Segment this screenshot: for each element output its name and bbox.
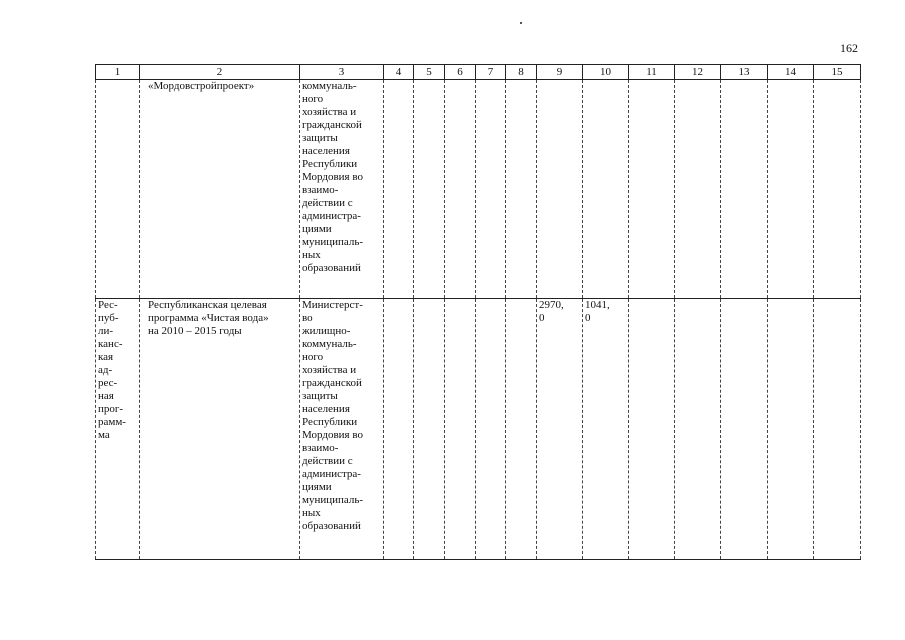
cell-col5 <box>414 80 445 299</box>
cell-col9 <box>537 80 583 299</box>
cell-col8 <box>506 299 537 560</box>
col-header-4: 4 <box>384 65 414 80</box>
cell-col14 <box>768 299 814 560</box>
col-header-6: 6 <box>445 65 476 80</box>
col-header-3: 3 <box>300 65 384 80</box>
cell-section: Рес- пуб- ли- канс- кая ад- рес- ная прог- рамм- ма <box>96 299 140 560</box>
cell-name: Республиканская целевая программа «Чистая вода» на 2010 – 2015 годы <box>140 299 300 560</box>
col-header-5: 5 <box>414 65 445 80</box>
col-header-14: 14 <box>768 65 814 80</box>
cell-col4 <box>384 80 414 299</box>
cell-col13 <box>721 299 768 560</box>
cell-section <box>96 80 140 299</box>
cell-col8 <box>506 80 537 299</box>
col-header-11: 11 <box>629 65 675 80</box>
header-row <box>96 65 861 80</box>
cell-col9: 2970, 0 <box>537 299 583 560</box>
cell-col11 <box>629 80 675 299</box>
col-header-2: 2 <box>140 65 300 80</box>
col-header-9: 9 <box>537 65 583 80</box>
scan-dot <box>520 22 522 24</box>
col-header-7: 7 <box>476 65 506 80</box>
col-header-13: 13 <box>721 65 768 80</box>
cell-col5 <box>414 299 445 560</box>
cell-col10: 1041, 0 <box>583 299 629 560</box>
cell-col12 <box>675 299 721 560</box>
table-row <box>96 80 861 299</box>
table-row <box>96 299 861 560</box>
cell-col7 <box>476 299 506 560</box>
col-header-15: 15 <box>814 65 861 80</box>
cell-col7 <box>476 80 506 299</box>
cell-col12 <box>675 80 721 299</box>
page-number: 162 <box>840 41 858 55</box>
cell-col4 <box>384 299 414 560</box>
col-header-1: 1 <box>96 65 140 80</box>
cell-col6 <box>445 299 476 560</box>
cell-col15 <box>814 299 861 560</box>
col-header-8: 8 <box>506 65 537 80</box>
col-header-12: 12 <box>675 65 721 80</box>
cell-name: «Мордовстройпроект» <box>140 80 300 299</box>
col-header-10: 10 <box>583 65 629 80</box>
cell-col15 <box>814 80 861 299</box>
cell-executor: Министерст- во жилищно- коммуналь- ного хозяйства и гражданской защиты населения Республики Мордовия во взаимо- действии с администра- циями муниципаль- ных образований <box>300 299 384 560</box>
cell-col11 <box>629 299 675 560</box>
data-table <box>95 64 861 560</box>
cell-col6 <box>445 80 476 299</box>
cell-col14 <box>768 80 814 299</box>
cell-col10 <box>583 80 629 299</box>
cell-executor: коммуналь- ного хозяйства и гражданской защиты населения Республики Мордовия во взаимо- действии с администра- циями муниципаль- ных образований <box>300 80 384 299</box>
cell-col13 <box>721 80 768 299</box>
